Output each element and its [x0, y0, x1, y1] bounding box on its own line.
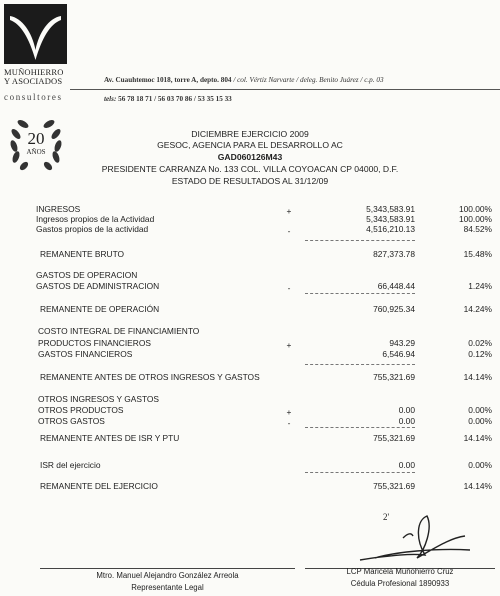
entity-address: PRESIDENTE CARRANZA No. 133 COL. VILLA COYOACAN CP 04000, D.F. [101, 164, 399, 174]
row-label: GASTOS DE OPERACION [36, 270, 138, 280]
row-percent: 14.24% [463, 304, 492, 314]
signer-left-title: Representante Legal [131, 583, 204, 592]
row-label: OTROS PRODUCTOS [38, 405, 124, 415]
row-label: OTROS INGRESOS Y GASTOS [38, 394, 160, 404]
signer-right-title: Cédula Profesional 1890933 [350, 579, 450, 588]
row-sign: + [286, 206, 292, 216]
row-sign: - [287, 283, 291, 293]
row-percent: 0.02% [468, 338, 492, 348]
row-label: REMANENTE BRUTO [40, 249, 125, 259]
row-amount: 0.00 [398, 460, 415, 470]
badge-word: AÑOS [26, 148, 46, 156]
row-label: GASTOS DE ADMINISTRACION [36, 281, 160, 291]
row-label: Gastos propios de la actividad [36, 224, 149, 234]
row-amount: 943.29 [389, 338, 415, 348]
row-percent: 14.14% [463, 481, 492, 491]
row-label: INGRESOS [36, 204, 81, 214]
row-label: REMANENTE ANTES DE OTROS INGRESOS Y GASTOS [40, 372, 260, 382]
row-amount: 5,343,583.91 [366, 204, 415, 214]
row-sign: + [286, 340, 292, 350]
rfc-code: GAD060126M43 [217, 152, 283, 162]
phones-numbers: 56 78 18 71 / 56 03 70 86 / 53 35 15 33 [118, 95, 232, 103]
row-amount: 0.00 [398, 405, 415, 415]
brand-tagline: consultores [4, 92, 63, 102]
separator [305, 240, 415, 241]
period-title: DICIEMBRE EJERCICIO 2009 [191, 129, 309, 139]
address-rest: / col. Vértiz Narvarte / deleg. Benito Juárez / c.p. 03 [233, 76, 384, 84]
separator [305, 427, 415, 428]
statement-title: ESTADO DE RESULTADOS AL 31/12/09 [171, 176, 329, 186]
phones-label: tels: [104, 95, 117, 103]
row-amount: 5,343,583.91 [366, 214, 415, 224]
company-logo [4, 4, 67, 64]
row-percent: 0.00% [468, 405, 492, 415]
row-percent: 100.00% [458, 214, 492, 224]
brand-name-line2: Y ASOCIADOS [4, 76, 63, 86]
row-percent: 0.00% [468, 460, 492, 470]
phones-line [104, 95, 232, 103]
row-amount: 6,546.94 [382, 349, 415, 359]
row-sign: - [287, 226, 291, 236]
row-amount: 755,321.69 [373, 433, 415, 443]
row-percent: 0.12% [468, 349, 492, 359]
row-sign: - [287, 418, 291, 428]
row-amount: 66,448.44 [377, 281, 415, 291]
row-percent: 100.00% [458, 204, 492, 214]
signer-left-name: Mtro. Manuel Alejandro González Arreola [96, 571, 239, 580]
row-label: PRODUCTOS FINANCIEROS [38, 338, 151, 348]
row-label: Ingresos propios de la Actividad [36, 214, 155, 224]
row-amount: 4,516,210.13 [366, 224, 415, 234]
row-sign: + [286, 407, 292, 417]
row-label: GASTOS FINANCIEROS [38, 349, 133, 359]
row-percent: 14.14% [463, 372, 492, 382]
separator [305, 293, 415, 294]
row-percent: 0.00% [468, 416, 492, 426]
separator [305, 472, 415, 473]
row-amount: 827,373.78 [373, 249, 415, 259]
row-amount: 755,321.69 [373, 372, 415, 382]
signature-line-left [40, 568, 295, 569]
row-label: OTROS GASTOS [38, 416, 105, 426]
separator [305, 364, 415, 365]
row-label: ISR del ejercicio [40, 460, 101, 470]
row-label: REMANENTE DEL EJERCICIO [40, 481, 158, 491]
svg-text:2': 2' [383, 512, 390, 522]
brand-name-line1: MUÑOHIERRO [4, 67, 64, 77]
badge-number: 20 [27, 129, 45, 148]
row-label: REMANENTE DE OPERACIÓN [40, 304, 160, 314]
row-percent: 84.52% [463, 224, 492, 234]
row-percent: 14.14% [463, 433, 492, 443]
row-amount: 760,925.34 [373, 304, 415, 314]
row-label: COSTO INTEGRAL DE FINANCIAMIENTO [38, 326, 200, 336]
signer-right-name: LCP Maricela Muñohierro Cruz [346, 567, 454, 576]
row-label: REMANENTE ANTES DE ISR Y PTU [40, 433, 180, 443]
handwritten-signature [355, 508, 475, 573]
header-rule [70, 89, 500, 90]
entity-name: GESOC, AGENCIA PARA EL DESARROLLO AC [157, 140, 343, 150]
row-percent: 15.48% [463, 249, 492, 259]
row-percent: 1.24% [468, 281, 492, 291]
row-amount: 0.00 [398, 416, 415, 426]
row-amount: 755,321.69 [373, 481, 415, 491]
address-main: Av. Cuauhtemoc 1018, torre A, depto. 804 [104, 76, 232, 84]
address-line [104, 76, 384, 84]
